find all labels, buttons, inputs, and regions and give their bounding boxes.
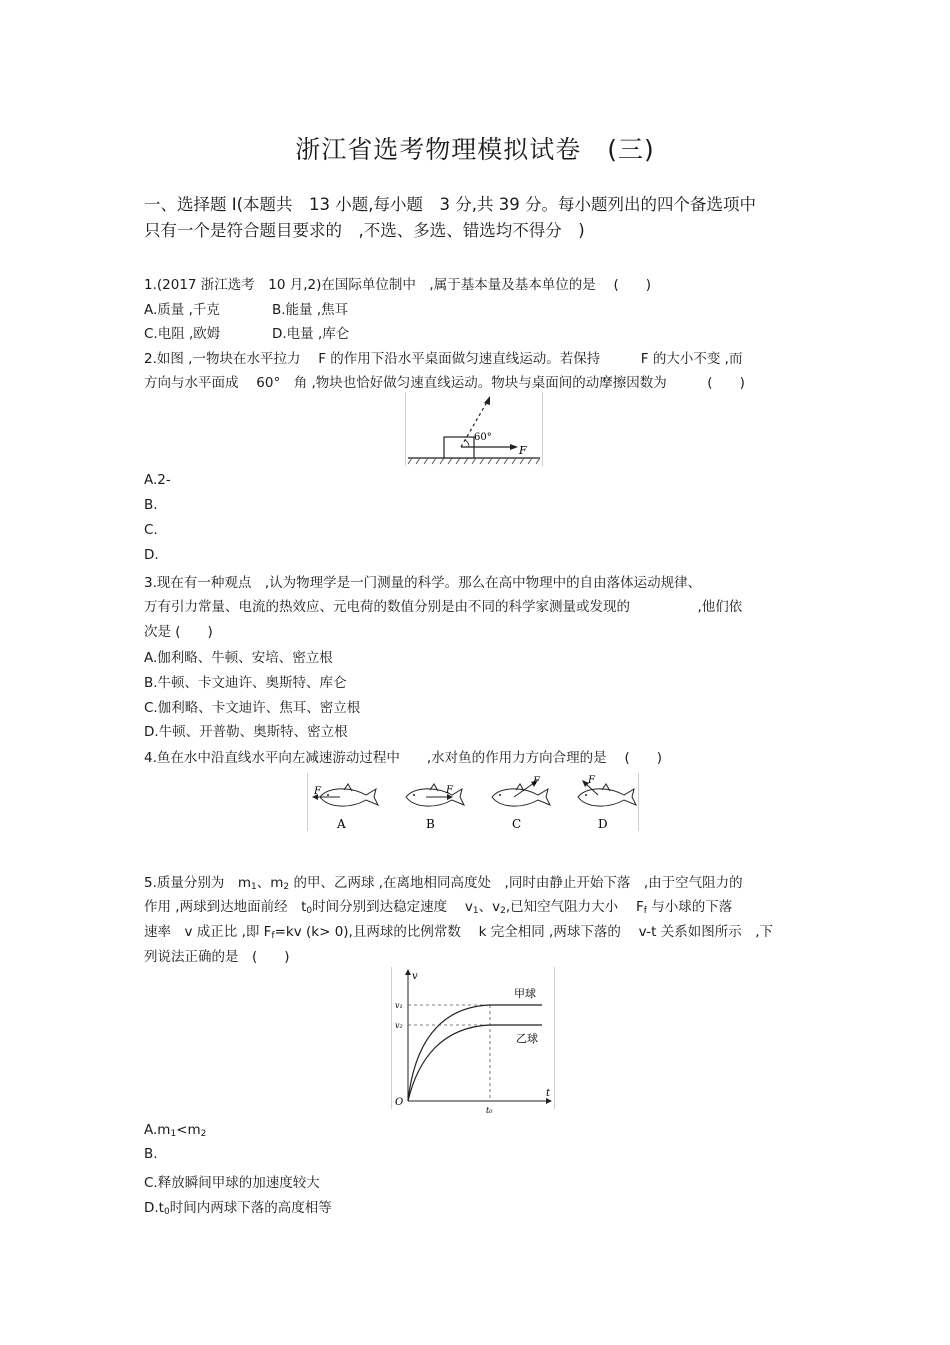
q5-option-d-sub: 0 <box>163 1207 170 1217</box>
fish-d-force-label: F <box>588 775 595 786</box>
q3-option-a: A.伽利略、牛顿、安培、密立根 <box>144 650 333 666</box>
q1-option-a: A.质量 ,千克 <box>144 302 220 318</box>
q5-option-a-sub1: 1 <box>170 1129 177 1139</box>
fish-a-force-label: F <box>314 786 321 797</box>
q1-option-d: D.电量 ,库仑 <box>272 326 350 342</box>
q3-stem-line3: 次是 ( ) <box>144 624 213 640</box>
fish-d <box>578 784 636 806</box>
angle-label: 60° <box>474 432 492 443</box>
v2-label: v₂ <box>395 1021 403 1030</box>
t0-label: t₀ <box>486 1106 493 1115</box>
q2-figure <box>405 392 543 466</box>
q5-stem-line2-b: 时间分别到达稳定速度 v <box>312 899 473 915</box>
q2-option-a: A.2- <box>144 472 171 488</box>
fish-c-label: C <box>512 817 522 831</box>
fish-c-force-label: F <box>533 776 540 787</box>
q4-figure <box>307 773 639 831</box>
q5-subscript-f2: f <box>271 931 275 941</box>
q5-stem-line3 <box>144 920 773 941</box>
q2-stem-line2: 方向与水平面成 60° 角 ,物块也恰好做匀速直线运动。物块与桌面间的动摩擦因数为 ( ) <box>144 375 745 391</box>
q5-stem-line2-a: 作用 ,两球到达地面前经 t <box>144 899 307 915</box>
q5-stem-line1 <box>144 871 743 892</box>
curve-jia <box>408 1005 542 1101</box>
force-label: F <box>519 444 527 457</box>
v1-label: v₁ <box>395 1001 403 1010</box>
q5-stem-line2-e: 与小球的下落 <box>646 899 733 915</box>
q3-stem-line1: 3.现在有一种观点 ,认为物理学是一门测量的科学。那么在高中物理中的自由落体运动规律、 <box>144 575 702 591</box>
fish-b-force-label: F <box>446 785 453 796</box>
t-axis-label: t <box>546 1088 551 1099</box>
q2-stem-line1: 2.如图 ,一物块在水平拉力 F 的作用下沿水平桌面做匀速直线运动。若保持 F 的大小不变 ,而 <box>144 351 743 367</box>
fish-c <box>492 784 550 806</box>
q5-figure <box>391 967 555 1115</box>
block-force-diagram <box>406 392 542 466</box>
page-title: 浙江省选考物理模拟试卷 (三) <box>295 135 655 164</box>
q5-stem-line2-c: 、v <box>478 899 501 915</box>
origin-label: O <box>395 1097 404 1108</box>
q5-subscript-v1: 1 <box>472 906 479 916</box>
q5-subscript-t0: 0 <box>306 906 313 916</box>
q3-option-b: B.牛顿、卡文迪许、奥斯特、库仑 <box>144 675 347 691</box>
q2-option-b: B. <box>144 497 158 513</box>
q1-option-c: C.电阻 ,欧姆 <box>144 326 221 342</box>
q5-stem-line2-d: ,已知空气阻力大小 F <box>505 899 644 915</box>
q5-subscript-v2: 2 <box>500 906 506 916</box>
q5-stem-line1-c: 的甲、乙两球 ,在离地相同高度处 ,同时由静止开始下落 ,由于空气阻力的 <box>289 875 743 891</box>
q1-stem: 1.(2017 浙江选考 10 月,2)在国际单位制中 ,属于基本量及基本单位的是 ( ) <box>144 277 652 293</box>
q3-stem-line2: 万有引力常量、电流的热效应、元电荷的数值分别是由不同的科学家测量或发现的 ,他们依 <box>144 599 743 615</box>
q5-stem-line1-b: 、m <box>256 875 284 891</box>
section-header-line2: 只有一个是符合题目要求的 ,不选、多选、错选均不得分 ) <box>144 221 585 240</box>
q5-option-a-mid: <m <box>176 1122 201 1138</box>
fish-b-label: B <box>426 817 435 831</box>
q5-option-a <box>144 1122 206 1139</box>
q3-option-d: D.牛顿、开普勒、奥斯特、密立根 <box>144 724 348 740</box>
q3-option-c: C.伽利略、卡文迪许、焦耳、密立根 <box>144 700 361 716</box>
q5-option-c: C.释放瞬间甲球的加速度较大 <box>144 1175 320 1191</box>
q5-option-b: B. <box>144 1146 158 1162</box>
q5-stem-line3-b: =kv (k> 0),且两球的比例常数 k 完全相同 ,两球下落的 v-t 关系如图所示 ,下 <box>274 924 773 940</box>
section-header <box>144 192 824 244</box>
q5-stem-line3-a: 速率 v 成正比 ,即 F <box>144 924 272 940</box>
q5-option-a-sub2: 2 <box>200 1129 207 1139</box>
q5-subscript-1: 1 <box>251 882 257 892</box>
q5-option-a-text: A.m <box>144 1122 171 1138</box>
q5-subscript-2: 2 <box>283 882 290 892</box>
fish-diagram <box>308 773 638 831</box>
section-header-line1: 一、选择题 Ⅰ(本题共 13 小题,每小题 3 分,共 39 分。每小题列出的四个备选项中 <box>144 195 757 214</box>
fish-a <box>320 784 378 806</box>
q1-option-b: B.能量 ,焦耳 <box>272 302 349 318</box>
curve-yi-label: 乙球 <box>516 1032 538 1045</box>
fish-b <box>406 784 464 806</box>
q5-option-d <box>144 1196 332 1217</box>
q5-option-d-text: D.t <box>144 1200 164 1216</box>
q5-option-d-post: 时间内两球下落的高度相等 <box>169 1200 332 1216</box>
fish-d-label: D <box>598 817 608 831</box>
q2-option-c: C. <box>144 522 158 538</box>
q5-stem-line1-a: 5.质量分别为 m <box>144 875 252 891</box>
q4-stem: 4.鱼在水中沿直线水平向左减速游动过程中 ,水对鱼的作用力方向合理的是 ( ) <box>144 750 662 766</box>
v-axis-label: v <box>412 971 418 982</box>
vt-graph <box>392 967 554 1115</box>
q2-option-d: D. <box>144 547 159 563</box>
fish-a-label: A <box>337 817 346 831</box>
q5-subscript-f: f <box>643 906 647 916</box>
q5-stem-line2 <box>144 895 732 916</box>
q5-stem-line4: 列说法正确的是 ( ) <box>144 949 290 965</box>
curve-jia-label: 甲球 <box>514 987 536 1000</box>
